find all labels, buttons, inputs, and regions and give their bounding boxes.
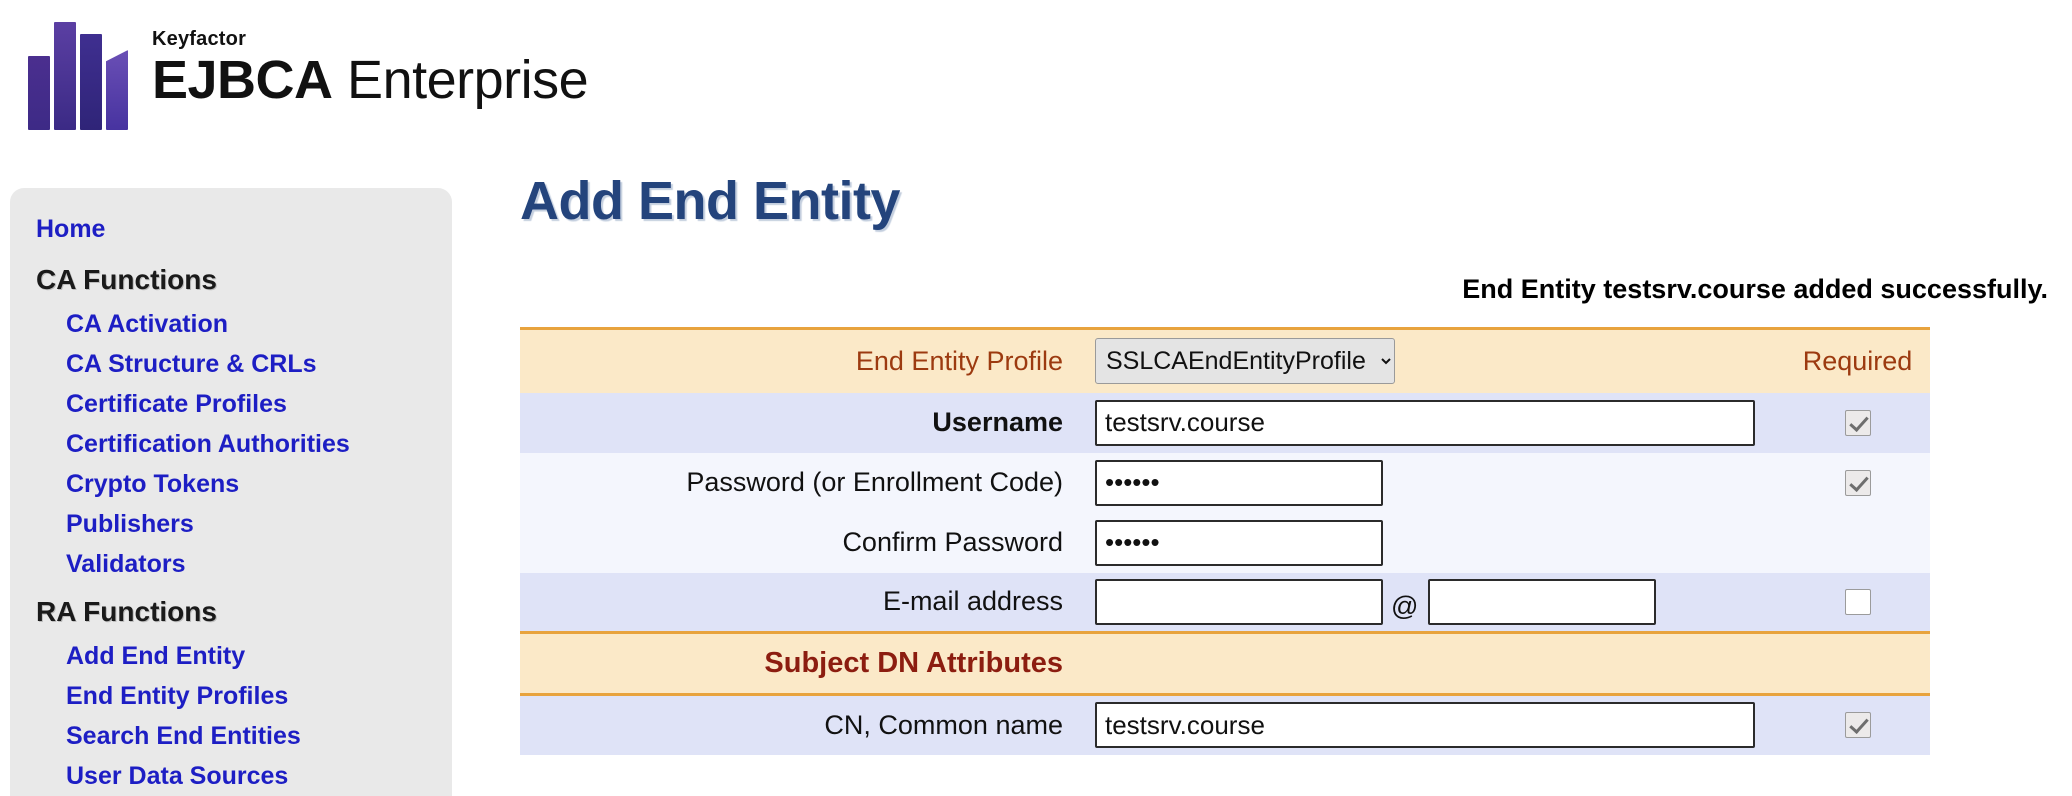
confirm-password-label: Confirm Password [520, 513, 1085, 573]
subject-dn-attributes-spacer [1085, 633, 1785, 695]
sidebar-item-end-entity-profiles-label[interactable]: End Entity Profiles [66, 682, 289, 710]
subject-dn-attributes-required-spacer [1785, 633, 1930, 695]
sidebar-item-validators[interactable] [10, 544, 452, 584]
password-required-cell [1785, 453, 1930, 513]
brand-product-light: Enterprise [332, 50, 589, 110]
brand-product-bold: EJBCA [152, 50, 333, 110]
sidebar-item-user-data-sources[interactable] [10, 756, 452, 796]
page-title: Add End Entity [520, 171, 900, 231]
password-label: Password (or Enrollment Code) [520, 453, 1085, 513]
confirm-password-field [1085, 513, 1785, 573]
page-header [0, 0, 2072, 158]
sidebar-item-home-label[interactable]: Home [36, 215, 106, 243]
sidebar-item-certificate-profiles-label[interactable]: Certificate Profiles [66, 390, 287, 418]
required-column-header: Required [1785, 329, 1930, 393]
email-local-input[interactable] [1095, 579, 1383, 625]
sidebar-group-ca-functions: CA Functions [36, 264, 217, 295]
sidebar-item-user-data-sources-label[interactable]: User Data Sources [66, 762, 289, 790]
sidebar-item-ca-activation[interactable] [10, 304, 452, 344]
end-entity-profile-label: End Entity Profile [520, 329, 1085, 393]
common-name-label: CN, Common name [520, 695, 1085, 755]
sidebar-item-publishers[interactable] [10, 504, 452, 544]
sidebar-item-certificate-profiles[interactable] [10, 384, 452, 424]
sidebar-item-publishers-label[interactable]: Publishers [66, 510, 194, 538]
sidebar-item-home[interactable] [10, 206, 452, 252]
password-required-checkbox[interactable] [1845, 470, 1871, 496]
sidebar-item-add-end-entity-label[interactable]: Add End Entity [66, 642, 246, 670]
brand-wordmark [152, 18, 588, 108]
email-domain-input[interactable] [1428, 579, 1656, 625]
sidebar-item-certification-authorities-label[interactable]: Certification Authorities [66, 430, 350, 458]
password-field [1085, 453, 1785, 513]
email-address-field [1085, 573, 1785, 633]
success-message: End Entity testsrv.course added successfully. [1462, 274, 2048, 304]
row-common-name [520, 695, 1930, 755]
password-input[interactable] [1095, 460, 1383, 506]
sidebar-item-ca-structure-crls[interactable] [10, 344, 452, 384]
sidebar-item-add-end-entity[interactable] [10, 636, 452, 676]
row-password [520, 453, 1930, 513]
sidebar-navigation [10, 188, 452, 796]
main-content [520, 170, 2050, 755]
username-input[interactable] [1095, 400, 1755, 446]
keyfactor-logo-icon [28, 18, 132, 130]
email-address-label: E-mail address [520, 573, 1085, 633]
username-required-checkbox[interactable] [1845, 410, 1871, 436]
sidebar-item-crypto-tokens[interactable] [10, 464, 452, 504]
email-required-checkbox[interactable] [1845, 589, 1871, 615]
sidebar-item-validators-label[interactable]: Validators [66, 550, 186, 578]
sidebar-item-ca-structure-crls-label[interactable]: CA Structure & CRLs [66, 350, 317, 378]
common-name-input[interactable] [1095, 702, 1755, 748]
row-confirm-password [520, 513, 1930, 573]
sidebar-item-end-entity-profiles[interactable] [10, 676, 452, 716]
brand-product-label [152, 52, 588, 108]
brand-logo [28, 18, 588, 130]
end-entity-profile-field [1085, 329, 1785, 393]
add-end-entity-form [520, 327, 1930, 755]
username-required-cell [1785, 393, 1930, 453]
confirm-password-required-cell [1785, 513, 1930, 573]
email-required-cell [1785, 573, 1930, 633]
brand-keyfactor-label: Keyfactor [152, 28, 247, 50]
confirm-password-input[interactable] [1095, 520, 1383, 566]
sidebar-group-ra-functions: RA Functions [36, 596, 217, 627]
common-name-required-cell [1785, 695, 1930, 755]
sidebar-item-search-end-entities[interactable] [10, 716, 452, 756]
row-username [520, 393, 1930, 453]
common-name-required-checkbox[interactable] [1845, 712, 1871, 738]
row-end-entity-profile [520, 329, 1930, 393]
email-at-symbol: @ [1391, 590, 1419, 621]
username-label: Username [520, 393, 1085, 453]
username-field [1085, 393, 1785, 453]
row-subject-dn-attributes [520, 633, 1930, 695]
common-name-field [1085, 695, 1785, 755]
sidebar-item-certification-authorities[interactable] [10, 424, 452, 464]
sidebar-item-ca-activation-label[interactable]: CA Activation [66, 310, 229, 338]
row-email-address [520, 573, 1930, 633]
sidebar-item-crypto-tokens-label[interactable]: Crypto Tokens [66, 470, 240, 498]
subject-dn-attributes-label: Subject DN Attributes [520, 633, 1085, 695]
end-entity-profile-select[interactable] [1095, 338, 1395, 384]
sidebar-item-search-end-entities-label[interactable]: Search End Entities [66, 722, 301, 750]
